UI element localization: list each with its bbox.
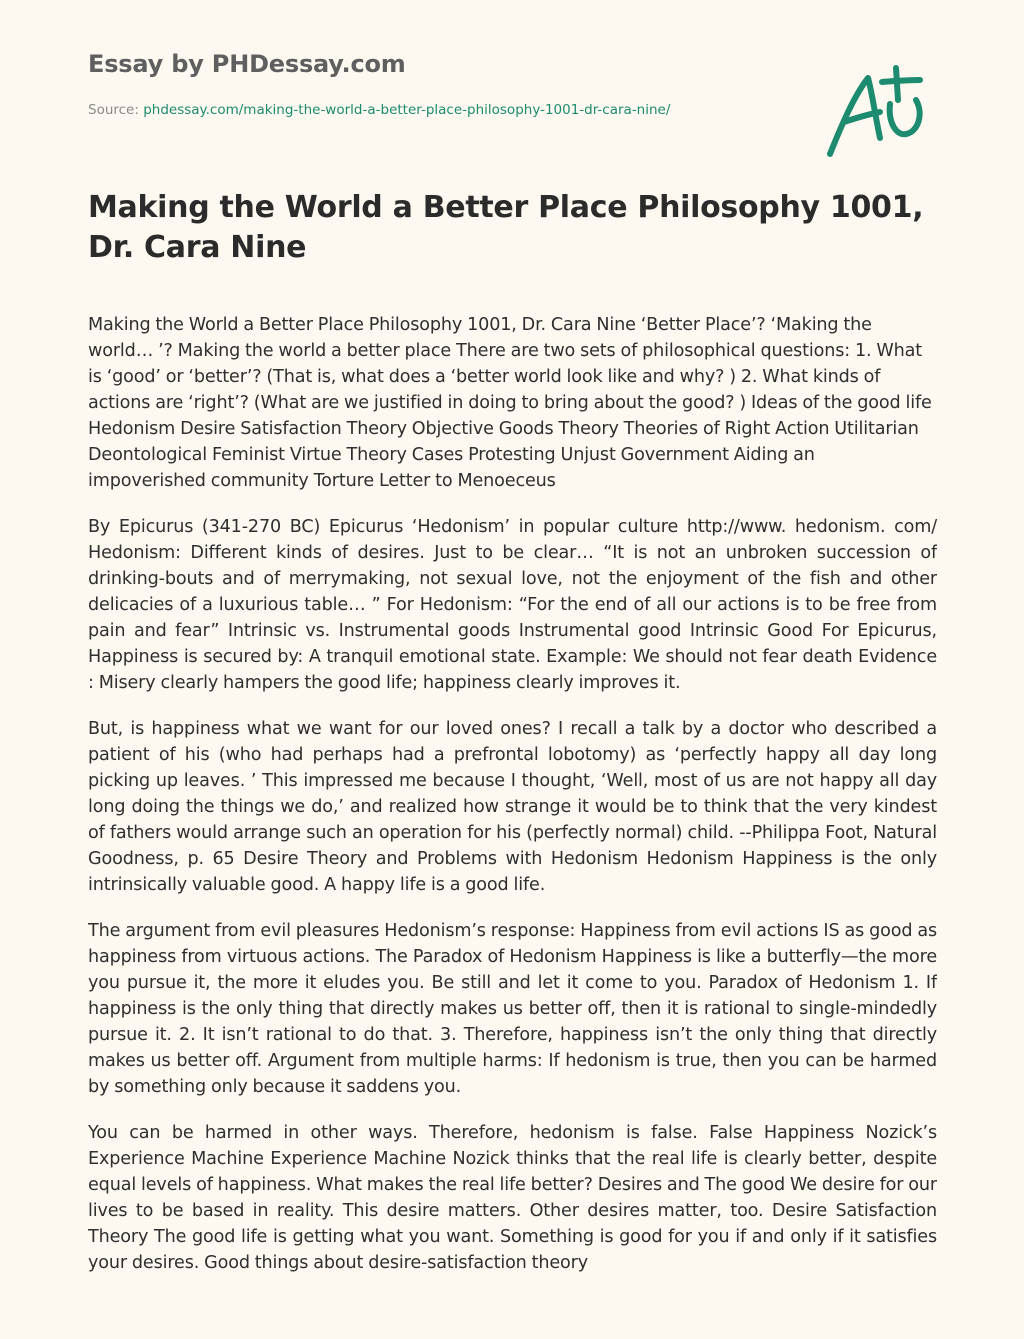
article-title: Making the World a Better Place Philosophy 1001, Dr. Cara Nine bbox=[88, 190, 924, 265]
source-label: Source: bbox=[88, 102, 139, 118]
site-brand[interactable]: Essay by PHDessay.com bbox=[88, 50, 406, 78]
article-body bbox=[88, 312, 937, 1290]
source-line bbox=[88, 102, 670, 118]
paragraph: You can be harmed in other ways. Therefore, hedonism is false. False Happiness Nozick’s Experience Machine Experience Machine Nozick thinks that the real life is clearly better, despite equal levels of happiness. What makes the real life better? Desires and The good We desire for our lives to be based in reality. This desire matters. Other desires matter, too. Desire Satisfaction Theory The good life is getting what you want. Something is good for you if and only if it satisfies your desires. Good things about desire-satisfaction theory bbox=[88, 1123, 937, 1273]
paragraph: Making the World a Better Place Philosophy 1001, Dr. Cara Nine ‘Better Place’? ‘Making the world… ’? Making the world a better place There are two sets of philosophical questions: 1. What is ‘good’ or ‘better’? (That is, what does a ‘better world look like and why? ) 2. What kinds of actions are ‘right’? (What are we justified in doing to bring about the good? ) Ideas of the good life Hedonism Desire Satisfaction Theory Objective Goods Theory Theories of Right Action Utilitarian Deontological Feminist Virtue Theory Cases Protesting Unjust Government Aiding an impoverished community Torture Letter to Menoeceus bbox=[88, 315, 932, 491]
a-plus-logo-icon bbox=[820, 62, 932, 162]
paragraph: By Epicurus (341-270 BC) Epicurus ‘Hedonism’ in popular culture http://www. hedonism. com/ Hedonism: Different kinds of desires. Just to be clear… “It is not an unbroken succession of drinking-bouts and of merrymaking, not sexual love, not the enjoyment of the fish and other delicacies of a luxurious table… ” For Hedonism: “For the end of all our actions is to be free from pain and fear” Intrinsic vs. Instrumental goods Instrumental good Intrinsic Good For Epicurus, Happiness is secured by: A tranquil emotional state. Example: We should not fear death Evidence : Misery clearly hampers the good life; happiness clearly improves it. bbox=[88, 517, 937, 693]
paragraph: The argument from evil pleasures Hedonism’s response: Happiness from evil actions IS as good as happiness from virtuous actions. The Paradox of Hedonism Happiness is like a butterfly—the more you pursue it, the more it eludes you. Be still and let it come to you. Paradox of Hedonism 1. If happiness is the only thing that directly makes us better off, then it is rational to single-mindedly pursue it. 2. It isn’t rational to do that. 3. Therefore, happiness isn’t the only thing that directly makes us better off. Argument from multiple harms: If hedonism is true, then you can be harmed by something only because it saddens you. bbox=[88, 921, 937, 1097]
source-link[interactable]: phdessay.com/making-the-world-a-better-place-philosophy-1001-dr-cara-nine/ bbox=[143, 102, 671, 118]
paragraph: But, is happiness what we want for our loved ones? I recall a talk by a doctor who described a patient of his (who had perhaps had a prefrontal lobotomy) as ‘perfectly happy all day long picking up leaves. ’ This impressed me because I thought, ‘Well, most of us are not happy all day long doing the things we do,’ and realized how strange it would be to think that the very kindest of fathers would arrange such an operation for his (perfectly normal) child. --Philippa Foot, Natural Goodness, p. 65 Desire Theory and Problems with Hedonism Hedonism Happiness is the only intrinsically valuable good. A happy life is a good life. bbox=[88, 719, 937, 895]
